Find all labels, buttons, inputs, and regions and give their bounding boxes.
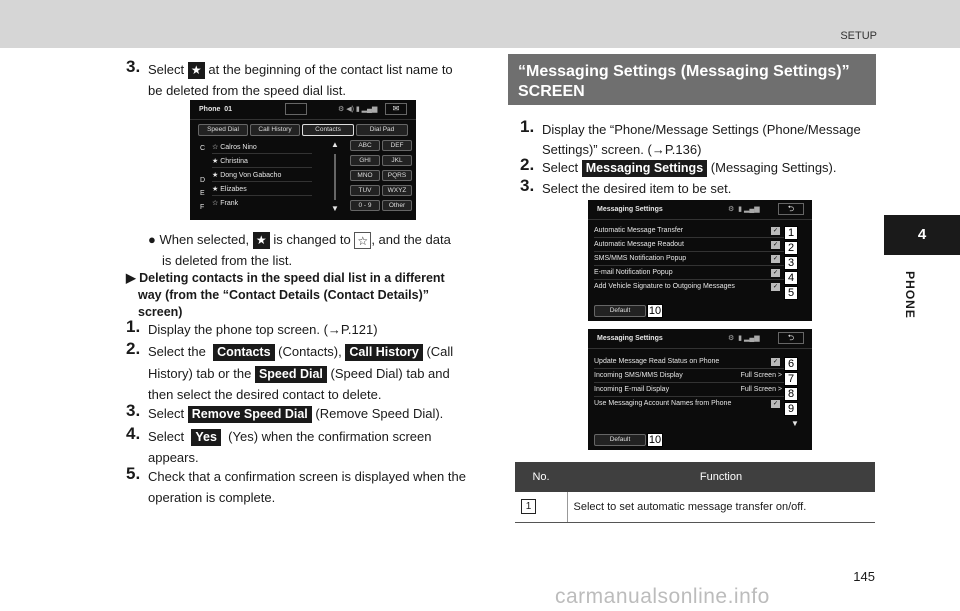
search-icon <box>285 103 307 115</box>
bullet-note: ● When selected, ★ is changed to ☆ , and the data <box>148 232 451 249</box>
table-header-function: Function <box>567 462 875 492</box>
row-number: 1 <box>521 499 536 514</box>
back-icon[interactable]: ⮌ <box>778 203 804 215</box>
callout: 6 <box>784 357 798 371</box>
settings-list <box>594 355 784 411</box>
scroll-up-icon[interactable]: ▲ <box>331 140 339 149</box>
chapter-tab <box>884 0 960 611</box>
list-item[interactable]: SMS/MMS Notification Popup ✓ <box>594 252 784 266</box>
section-label: SETUP <box>840 30 877 42</box>
list-item[interactable]: ★ Christina <box>212 154 312 168</box>
scroll-down-icon[interactable]: ▼ <box>331 204 339 213</box>
tab-dial-pad[interactable]: Dial Pad <box>356 124 408 136</box>
contact-list <box>212 140 312 210</box>
checkbox[interactable]: ✓ <box>772 228 779 234</box>
contacts-button: Contacts <box>213 344 274 361</box>
list-item[interactable]: E-mail Notification Popup ✓ <box>594 266 784 280</box>
default-button[interactable]: Default <box>594 434 646 446</box>
list-item[interactable]: Automatic Message Transfer ✓ <box>594 224 784 238</box>
status-icons: ⚙ ▮ ▂▄▆ <box>728 206 760 213</box>
table-header-no: No. <box>515 462 567 492</box>
function-table <box>515 462 875 523</box>
callout: 7 <box>784 372 798 386</box>
list-item[interactable]: ☆ Frank <box>212 200 239 207</box>
callout: 1 <box>784 226 798 240</box>
settings-list <box>594 224 784 294</box>
list-item[interactable]: Incoming SMS/MMS Display Full Screen > <box>594 369 784 383</box>
star-filled-icon: ★ <box>253 232 270 249</box>
subsection-heading: ▶ Deleting contacts in the speed dial list in a different way (from the “Contact Details (Contact Details)” screen) <box>126 271 445 319</box>
remove-speed-dial-button: Remove Speed Dial <box>188 406 312 423</box>
status-icons: ⚙ ▮ ▂▄▆ <box>728 335 760 342</box>
list-item[interactable]: Incoming E-mail Display Full Screen > <box>594 383 784 397</box>
star-outline-icon: ☆ <box>354 232 371 249</box>
list-item[interactable]: ★ Elizabes <box>212 182 312 196</box>
default-button[interactable]: Default <box>594 305 646 317</box>
callout: 10 <box>648 305 662 317</box>
chapter-label: PHONE <box>902 271 917 319</box>
tab-speed-dial[interactable]: Speed Dial <box>198 124 248 136</box>
phone-contacts-screenshot: Phone 01 ⚙ ◀) ▮ ▂▄▆ ✉ Speed Dial Call History Contacts Dial Pad C D E F ☆ Calros Nino ★ Christina ★ Dong Von Gabacho ★ Elizabes ☆ Frank ▲ ▼ ABC DEF GHI JKL MNO PQRS TUV WXYZ 0 - 9 Other <box>190 100 416 220</box>
messaging-settings-button: Messaging Settings <box>582 160 707 177</box>
list-item[interactable]: ★ Dong Von Gabacho <box>212 168 312 182</box>
tab-contacts[interactable]: Contacts <box>302 124 354 136</box>
callout: 3 <box>784 256 798 270</box>
arrow-right-icon: ▶ <box>126 271 136 285</box>
checkbox[interactable]: ✓ <box>772 270 779 276</box>
callout: 5 <box>784 286 798 300</box>
callout: 10 <box>648 434 662 446</box>
checkbox[interactable]: ✓ <box>772 359 779 365</box>
checkbox[interactable]: ✓ <box>772 256 779 262</box>
callout: 2 <box>784 241 798 255</box>
messaging-settings-screenshot-2: Messaging Settings ⚙ ▮ ▂▄▆ ⮌ Update Message Read Status on Phone ✓ Incoming SMS/MMS Display Full Screen > Incoming E-mail Display Full Screen > Use Messaging Account Names from Phone ✓ 6 7 8 9 ▼ Default 10 <box>588 329 812 450</box>
callout: 8 <box>784 387 798 401</box>
tab-call-history[interactable]: Call History <box>250 124 300 136</box>
call-history-button: Call History <box>345 344 422 361</box>
list-item[interactable]: Use Messaging Account Names from Phone ✓ <box>594 400 779 407</box>
list-item[interactable]: ☆ Calros Nino <box>212 140 312 154</box>
yes-button: Yes <box>191 429 221 446</box>
list-item[interactable]: Automatic Message Readout ✓ <box>594 238 784 252</box>
back-icon[interactable]: ⮌ <box>778 332 804 344</box>
speed-dial-button: Speed Dial <box>255 366 327 383</box>
list-item[interactable]: Update Message Read Status on Phone ✓ <box>594 355 784 369</box>
watermark: carmanualsonline.info <box>555 585 770 608</box>
checkbox[interactable]: ✓ <box>772 242 779 248</box>
checkbox[interactable]: ✓ <box>772 284 779 290</box>
page-number: 145 <box>853 569 875 584</box>
header-bar <box>0 0 960 48</box>
message-icon: ✉ <box>385 103 407 115</box>
scrollbar[interactable] <box>330 140 340 216</box>
scroll-down-icon[interactable]: ▼ <box>791 419 799 428</box>
checkbox[interactable]: ✓ <box>772 401 779 407</box>
section-title: “Messaging Settings (Messaging Settings)” SCREEN <box>508 54 876 105</box>
chapter-number: 4 <box>884 215 960 255</box>
table-row <box>515 492 875 522</box>
star-filled-icon: ★ <box>188 62 205 79</box>
callout: 4 <box>784 271 798 285</box>
messaging-settings-screenshot-1: Messaging Settings ⚙ ▮ ▂▄▆ ⮌ Automatic Message Transfer ✓ Automatic Message Readout ✓ SMS/MMS Notification Popup ✓ E-mail Notification Popup ✓ Add Vehicle Signature to Outgoing Messages ✓ 1 2 3 4 5 Default 10 <box>588 200 812 321</box>
status-icons: ⚙ ◀) ▮ ▂▄▆ <box>338 106 378 113</box>
row-function: Select to set automatic message transfer on/off. <box>567 492 875 522</box>
list-item[interactable]: Add Vehicle Signature to Outgoing Messages ✓ <box>594 283 779 290</box>
callout: 9 <box>784 402 798 416</box>
